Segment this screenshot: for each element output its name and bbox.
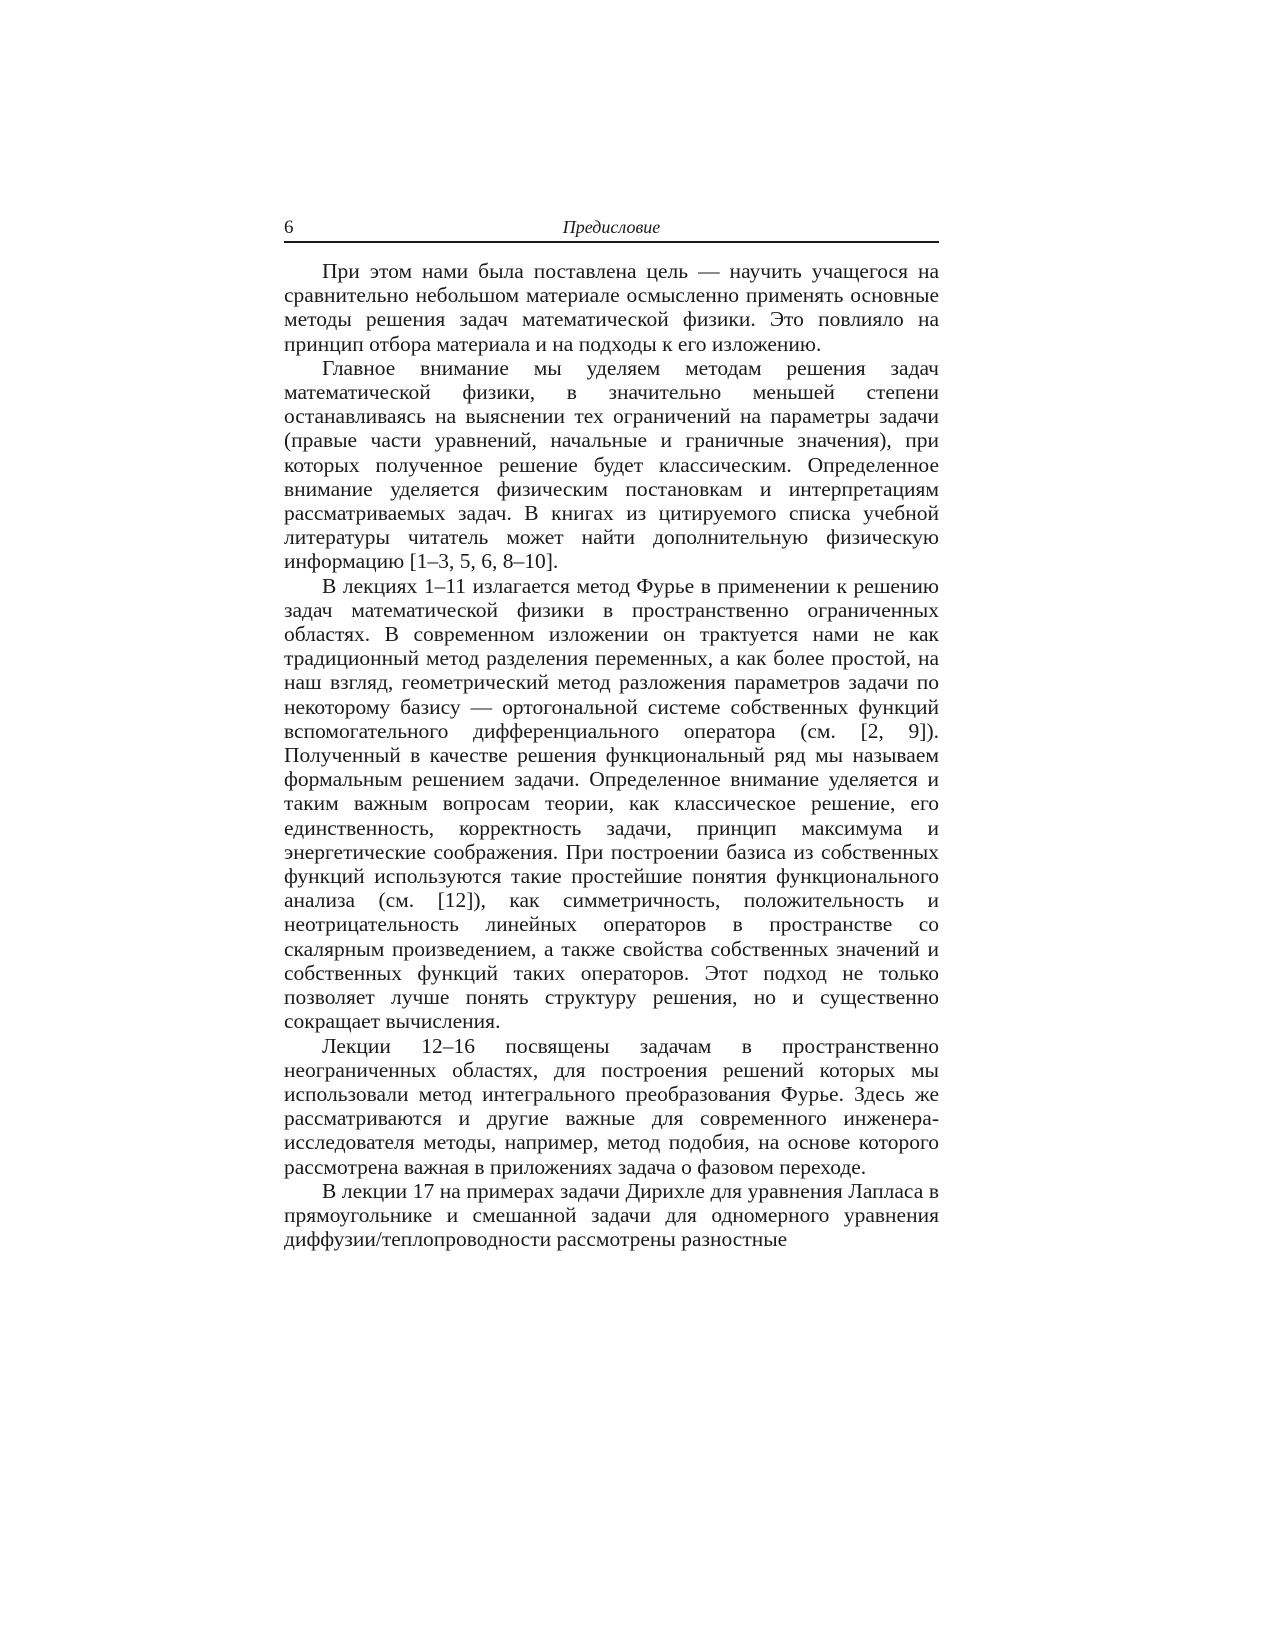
paragraph: При этом нами была поставлена цель — научить учащегося на сравнительно небольшом материале осмысленно применять основные методы решения задач математической физики. Это повлияло на принцип отбора материала и на подходы к его изложению. (284, 259, 939, 356)
paragraph: В лекциях 1–11 излагается метод Фурье в применении к решению задач математической физики в пространственно ограниченных областях. В современном изложении он трактуется нами не как традиционный метод разделения переменных, а как более простой, на наш взгляд, геометрический метод разложения параметров задачи по некоторому базису — ортогональной системе собственных функций вспомогательного дифференциального оператора (см. [2, 9]). Полученный в качестве решения функциональный ряд мы называем формальным решением задачи. Определенное внимание уделяется и таким важным вопросам теории, как классическое решение, его единственность, корректность задачи, принцип максимума и энергетические соображения. При построении базиса из собственных функций используются такие простейшие понятия функционального анализа (см. [12]), как симметричность, положительность и неотрицательность линейных операторов в пространстве со скалярным произведением, а также свойства собственных значений и собственных функций таких операторов. Этот подход не только позволяет лучше понять структуру решения, но и существенно сокращает вычисления. (284, 573, 939, 1034)
page-number: 6 (284, 217, 294, 238)
body-text (284, 259, 939, 1251)
book-page (284, 213, 939, 1251)
paragraph: Лекции 12–16 посвящены задачам в пространственно неограниченных областях, для построения решений которых мы использовали метод интегрального преобразования Фурье. Здесь же рассматриваются и другие важные для современного инженера-исследователя методы, например, метод подобия, на основе которого рассмотрена важная в приложениях задача о фазовом переходе. (284, 1033, 939, 1179)
chapter-title: Предисловие (562, 217, 661, 237)
paragraph: В лекции 17 на примерах задачи Дирихле для уравнения Лапласа в прямоугольнике и смешанной задачи для одномерного уравнения диффузии/теплопроводности рассмотрены разностные (284, 1178, 939, 1252)
running-head (284, 213, 939, 243)
paragraph: Главное внимание мы уделяем методам решения задач математической физики, в значительно меньшей степени останавливаясь на выяснении тех ограничений на параметры задачи (правые части уравнений, начальные и граничные значения), при которых полученное решение будет классическим. Определенное внимание уделяется физическим постановкам и интерпретациям рассматриваемых задач. В книгах из цитируемого списка учебной литературы читатель может найти дополнительную физическую информацию [1–3, 5, 6, 8–10]. (284, 355, 939, 574)
